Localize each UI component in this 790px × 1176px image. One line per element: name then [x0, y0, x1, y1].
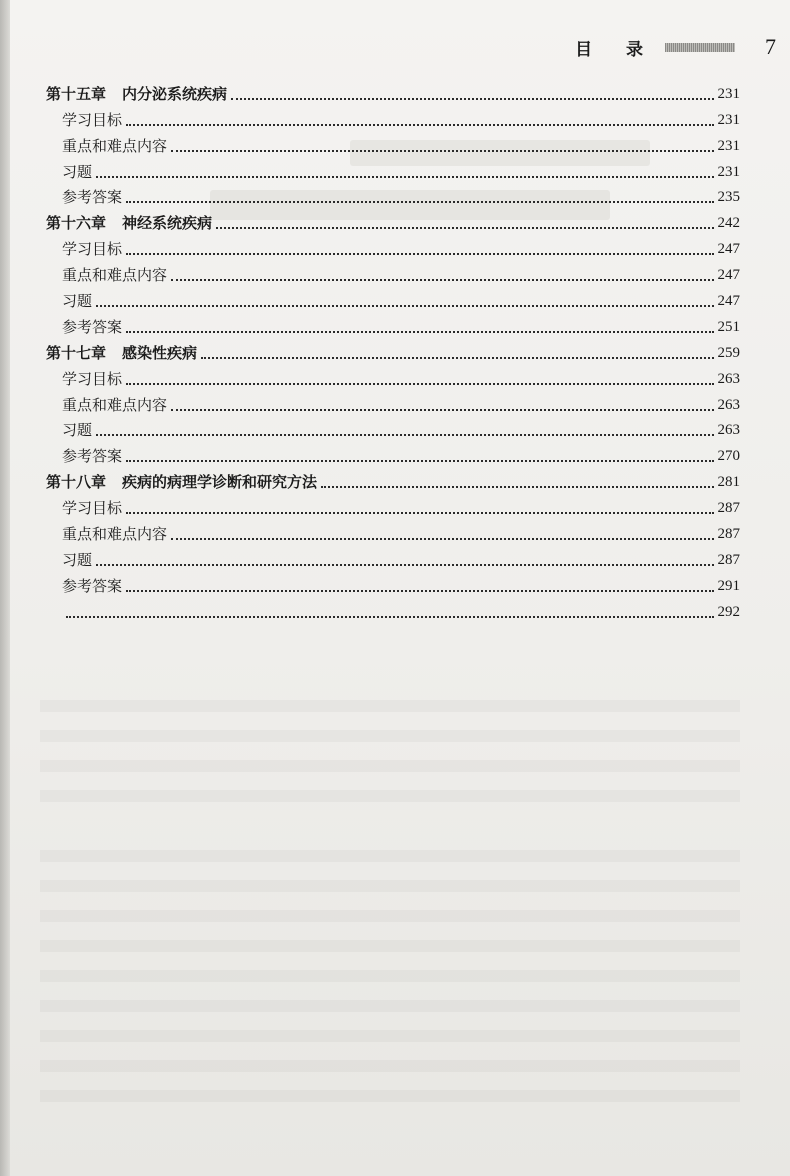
toc-page-number: 231 [717, 85, 740, 102]
toc-section-row [46, 596, 740, 622]
toc-section-row [46, 492, 740, 518]
dot-leader [96, 175, 713, 178]
dot-leader [96, 304, 713, 307]
dot-leader [171, 408, 713, 411]
toc-chapter-row [46, 78, 740, 104]
toc-entry-label [62, 240, 122, 259]
toc-page-number: 281 [717, 474, 740, 491]
toc-entry-label [62, 499, 122, 518]
toc-section-row [46, 156, 740, 182]
toc-page-number: 263 [717, 422, 740, 439]
section-title: 习题 [62, 162, 93, 181]
toc-entry-label [62, 447, 122, 466]
toc-entry-label [62, 137, 167, 156]
toc-section-row [46, 363, 740, 389]
running-header [575, 32, 776, 62]
section-title: 参考答案 [62, 188, 123, 207]
dot-leader [171, 278, 713, 281]
section-title: 参考答案 [62, 576, 123, 595]
dot-leader [126, 382, 713, 385]
toc-chapter-row [46, 337, 740, 363]
toc-page-number: 270 [717, 448, 740, 465]
table-of-contents [46, 78, 740, 622]
toc-page-number: 247 [717, 293, 740, 310]
toc-page-number: 235 [717, 189, 740, 206]
dot-leader [171, 537, 713, 540]
toc-page-number: 231 [717, 111, 740, 128]
toc-section-row [46, 130, 740, 156]
toc-page-number: 242 [717, 215, 740, 232]
toc-page-number: 251 [717, 318, 740, 335]
section-title: 学习目标 [62, 499, 123, 518]
toc-entry-label [62, 370, 122, 389]
section-title: 习题 [62, 292, 93, 311]
header-decorative-bar [665, 43, 735, 52]
dot-leader [171, 149, 713, 152]
toc-chapter-row [46, 207, 740, 233]
toc-page-number: 259 [717, 344, 740, 361]
toc-entry-label [62, 525, 167, 544]
dot-leader [216, 226, 713, 229]
toc-entry-label [46, 214, 212, 233]
chapter-number: 第十五章 [46, 84, 107, 103]
chapter-title: 感染性疾病 [122, 343, 198, 362]
bleed-through-decoration [40, 700, 740, 820]
chapter-number: 第十六章 [46, 214, 107, 233]
section-title: 学习目标 [62, 369, 123, 388]
toc-entry-label [62, 577, 122, 596]
toc-section-row [46, 311, 740, 337]
dot-leader [231, 97, 713, 100]
toc-page-number: 287 [717, 551, 740, 568]
dot-leader [126, 252, 713, 255]
toc-entry-label [62, 551, 92, 570]
toc-page-number: 292 [717, 603, 740, 620]
toc-page-number: 287 [717, 526, 740, 543]
dot-leader [66, 615, 714, 618]
dot-leader [96, 563, 713, 566]
toc-section-row [46, 182, 740, 208]
toc-entry-label [46, 473, 317, 492]
chapter-title: 神经系统疾病 [122, 214, 213, 233]
toc-section-row [46, 544, 740, 570]
toc-section-row [46, 570, 740, 596]
toc-section-row [46, 518, 740, 544]
section-title: 参考答案 [62, 317, 123, 336]
chapter-number: 第十八章 [46, 473, 107, 492]
dot-leader [126, 200, 713, 203]
header-page-number: 7 [765, 34, 776, 59]
toc-chapter-row [46, 466, 740, 492]
dot-leader [126, 459, 713, 462]
section-title: 参考答案 [62, 447, 123, 466]
dot-leader [126, 123, 713, 126]
section-title: 习题 [62, 421, 93, 440]
toc-page-number: 287 [717, 500, 740, 517]
toc-entry-label [62, 292, 92, 311]
toc-section-row [46, 389, 740, 415]
toc-section-row [46, 259, 740, 285]
toc-entry-label [62, 266, 167, 285]
dot-leader [96, 433, 713, 436]
chapter-number: 第十七章 [46, 343, 107, 362]
section-title: 重点和难点内容 [62, 266, 168, 285]
toc-entry-label [46, 344, 197, 363]
dot-leader [126, 511, 713, 514]
toc-entry-label [62, 421, 92, 440]
toc-section-row [46, 104, 740, 130]
page-edge-shadow [0, 0, 10, 1176]
toc-entry-label [46, 85, 227, 104]
section-title: 重点和难点内容 [62, 136, 168, 155]
chapter-title: 内分泌系统疾病 [122, 84, 228, 103]
dot-leader [201, 356, 713, 359]
toc-entry-label [62, 396, 167, 415]
toc-page-number: 231 [717, 137, 740, 154]
toc-page-number: 231 [717, 163, 740, 180]
toc-section-row [46, 415, 740, 441]
header-title: 目 录 [575, 39, 657, 60]
toc-page-number: 263 [717, 370, 740, 387]
dot-leader [321, 485, 713, 488]
section-title: 重点和难点内容 [62, 525, 168, 544]
toc-section-row [46, 440, 740, 466]
toc-entry-label [62, 188, 122, 207]
toc-page-number: 247 [717, 267, 740, 284]
toc-page-number: 263 [717, 396, 740, 413]
section-title: 学习目标 [62, 110, 123, 129]
dot-leader [126, 589, 713, 592]
chapter-title: 疾病的病理学诊断和研究方法 [122, 473, 318, 492]
section-title: 习题 [62, 550, 93, 569]
toc-entry-label [62, 318, 122, 337]
toc-entry-label [62, 163, 92, 182]
book-page [10, 0, 790, 1176]
dot-leader [126, 330, 713, 333]
toc-page-number: 247 [717, 241, 740, 258]
toc-entry-label [62, 111, 122, 130]
toc-section-row [46, 233, 740, 259]
toc-section-row [46, 285, 740, 311]
toc-page-number: 291 [717, 577, 740, 594]
bleed-through-decoration [40, 850, 740, 1110]
section-title: 学习目标 [62, 240, 123, 259]
section-title: 重点和难点内容 [62, 395, 168, 414]
